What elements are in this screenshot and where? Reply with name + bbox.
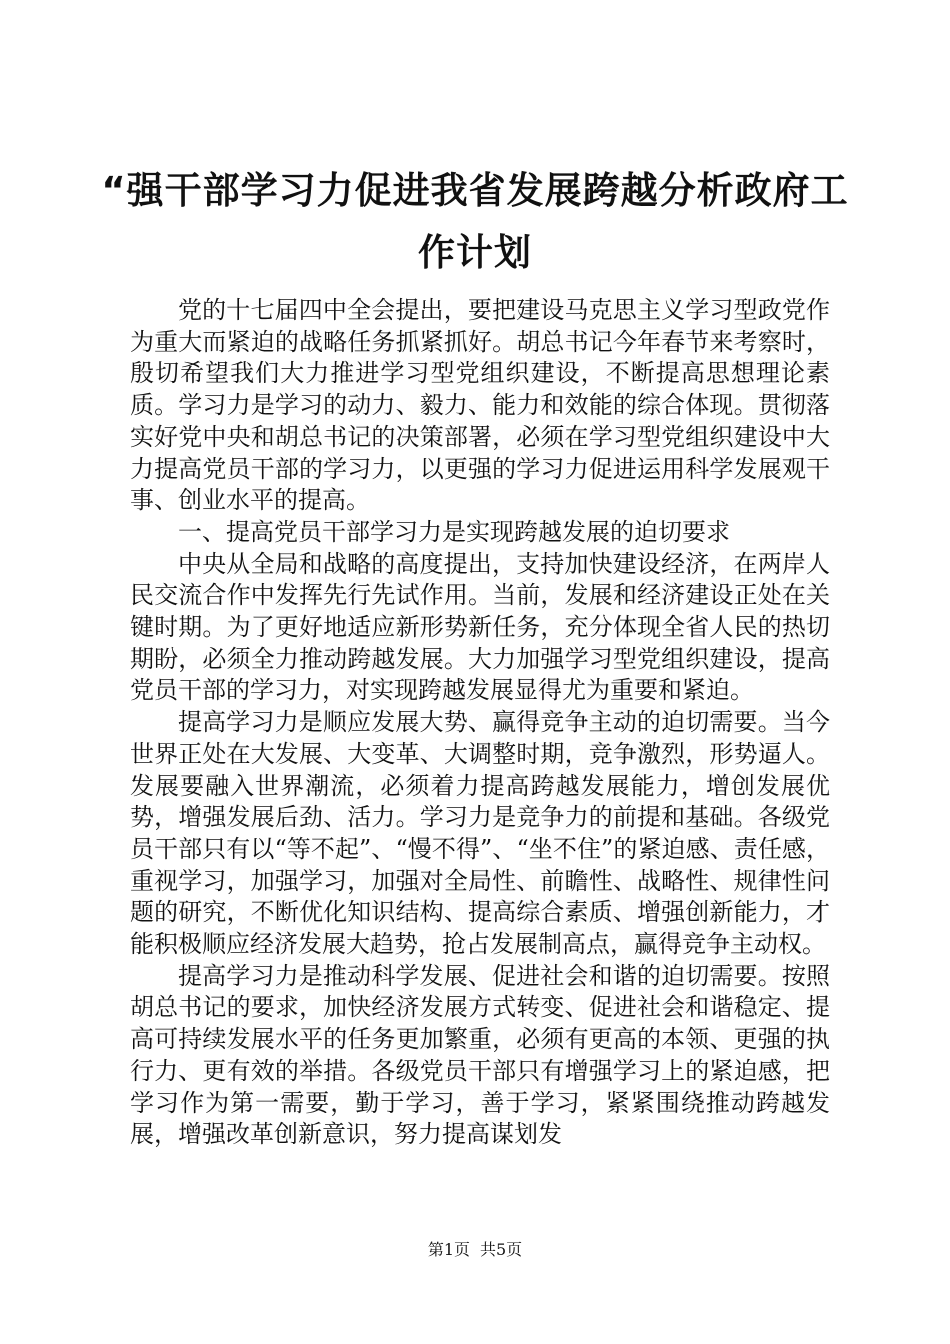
- section-heading: 一、提高党员干部学习力是实现跨越发展的迫切要求: [178, 517, 730, 546]
- paragraph: 提高学习力是推动科学发展、促进社会和谐的迫切需要。按照胡总书记的要求，加快经济发展方式转变、促进社会和谐稳定、提高可持续发展水平的任务更加繁重，必须有更高的本领、更强的执行力、更有效的举措。各级党员干部只有增强学习上的紧迫感，把学习作为第一需要，勤于学习，善于学习，紧紧围绕推动跨越发展，增强改革创新意识，努力提高谋划发: [130, 961, 830, 1149]
- page-number: 第1页: [427, 1240, 470, 1259]
- paragraph: 党的十七届四中全会提出，要把建设马克思主义学习型政党作为重大而紧迫的战略任务抓紧抓好。胡总书记今年春节来考察时，殷切希望我们大力推进学习型党组织建设，不断提高思想理论素质。学习力是学习的动力、毅力、能力和效能的综合体现。贯彻落实好党中央和胡总书记的决策部署，必须在学习型党组织建设中大力提高党员干部的学习力，以更强的学习力促进运用科学发展观干事、创业水平的提高。: [130, 296, 830, 515]
- paragraph: 提高学习力是顺应发展大势、赢得竞争主动的迫切需要。当今世界正处在大发展、大变革、大调整时期，竞争激烈，形势逼人。发展要融入世界潮流，必须着力提高跨越发展能力，增创发展优势，增强发展后劲、活力。学习力是竞争力的前提和基础。各级党员干部只有以“等不起”、“慢不得”、“坐不住”的紧迫感、责任感，重视学习，加强学习，加强对全局性、前瞻性、战略性、规律性问题的研究，不断优化知识结构、提高综合素质、增强创新能力，才能积极顺应经济发展大趋势，抢占发展制高点，赢得竞争主动权。: [130, 708, 830, 959]
- document-title: “强干部学习力促进我省发展跨越分析政府工作计划: [101, 169, 849, 274]
- document-body: [130, 295, 830, 1151]
- paragraph: 中央从全局和战略的高度提出，支持加快建设经济，在两岸人民交流合作中发挥先行先试作用。当前，发展和经济建设正处在关键时期。为了更好地适应新形势新任务，充分体现全省人民的热切期盼，必须全力推动跨越发展。大力加强学习型党组织建设，提高党员干部的学习力，对实现跨越发展显得尤为重要和紧迫。: [130, 549, 830, 705]
- page-footer: [0, 1240, 950, 1260]
- page-total: 共5页: [480, 1240, 523, 1259]
